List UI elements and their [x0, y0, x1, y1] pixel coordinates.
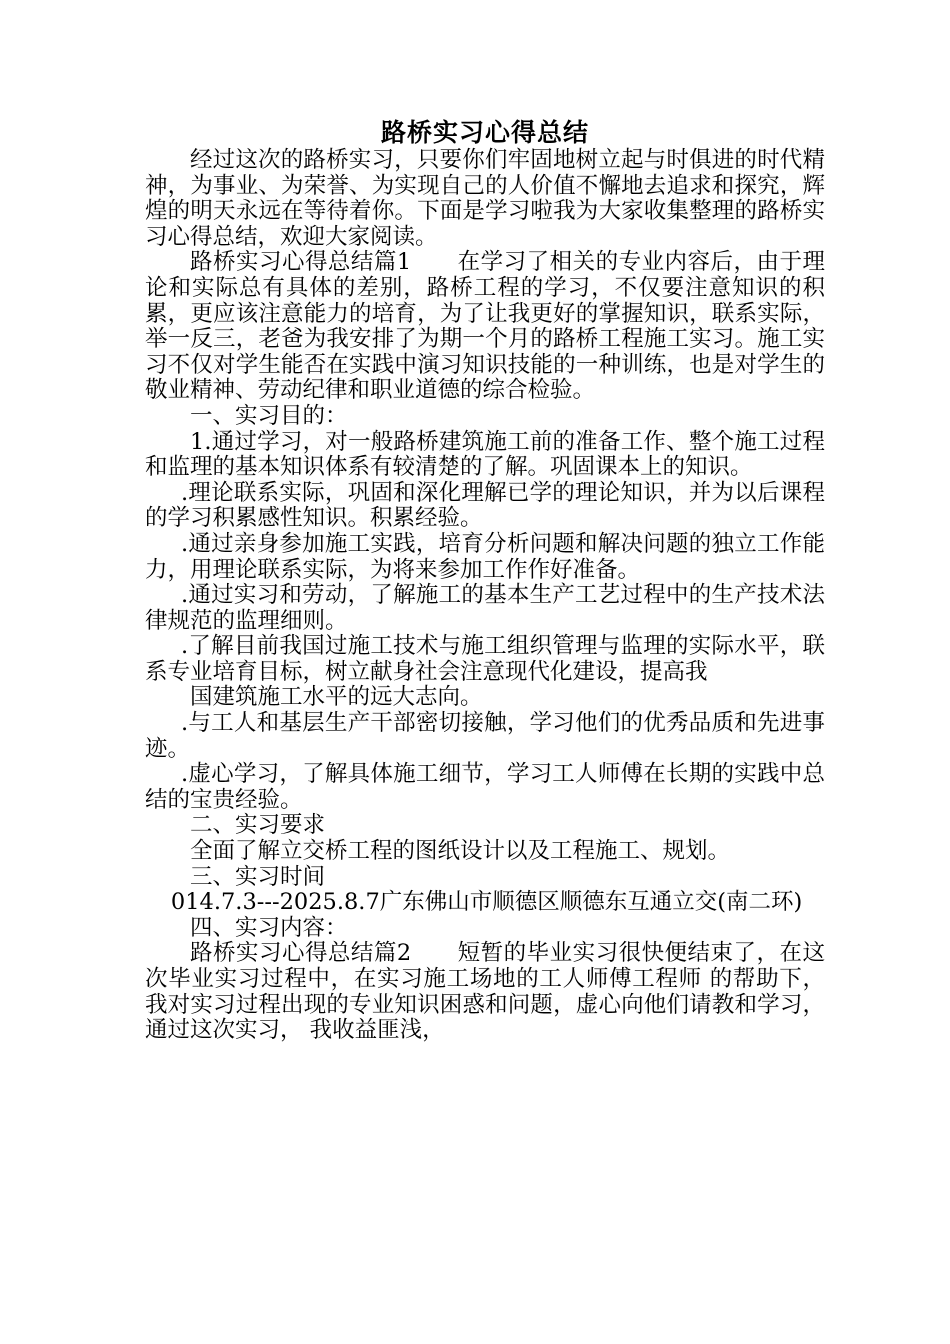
purpose-item-6: .与工人和基层生产干部密切接触，学习他们的优秀品质和先进事迹。	[145, 710, 825, 762]
time-text: 014.7.3---2025.8.7广东佛山市顺德区顺德东互通立交(南二环)	[170, 889, 803, 916]
article-2-paragraph: 路桥实习心得总结篇2 短暂的毕业实习很快便结束了，在这次毕业实习过程中，在实习施工场地的工人师傅工程师 的帮助下，我对实习过程出现的专业知识困惑和问题，虚心向他们请教和学习，通过这次实习， 我收益匪浅，	[145, 940, 825, 1044]
intro-paragraph: 经过这次的路桥实习，只要你们牢固地树立起与时俱进的时代精神，为事业、为荣誉、为实现自己的人价值不懈地去追求和探究，辉煌的明天永远在等待着你。下面是学习啦我为大家收集整理的路桥实习心得总结，欢迎大家阅读。	[145, 147, 825, 250]
document-title: 路桥实习心得总结	[380, 118, 589, 147]
purpose-item-4: .通过实习和劳动，了解施工的基本生产工艺过程中的生产技术法律规范的监理细则。	[145, 582, 825, 634]
document-body	[145, 118, 825, 1044]
section-heading-requirements: 二、实习要求	[190, 812, 326, 839]
purpose-item-1: 1.通过学习，对一般路桥建筑施工前的准备工作、整个施工过程和监理的基本知识体系有较清楚的了解。巩固课本上的知识。	[145, 428, 825, 481]
purpose-item-5-continued: 国建筑施工水平的远大志向。	[190, 684, 483, 711]
purpose-item-2: .理论联系实际，巩固和深化理解已学的理论知识，并为以后课程的学习积累感性知识。积累经验。	[145, 479, 825, 532]
purpose-item-7: .虚心学习，了解具体施工细节，学习工人师傅在长期的实践中总结的宝贵经验。	[145, 761, 825, 813]
purpose-item-5: .了解目前我国过施工技术与施工组织管理与监理的实际水平，联系专业培育目标，树立献身社会注意现代化建设，提高我	[145, 633, 825, 685]
requirements-text: 全面了解立交桥工程的图纸设计以及工程施工、规划。	[190, 838, 731, 865]
purpose-item-3: .通过亲身参加施工实践，培育分析问题和解决问题的独立工作能力，用理论联系实际，为将来参加工作作好准备。	[145, 530, 825, 583]
section-heading-purpose: 一、实习目的：	[190, 402, 348, 429]
article-1-paragraph: 路桥实习心得总结篇1 在学习了相关的专业内容后，由于理论和实际总有具体的差别，路桥工程的学习，不仅要注意知识的积累，更应该注意能力的培育，为了让我更好的掌握知识，联系实际，举一反三，老爸为我安排了为期一个月的路桥工程施工实习。施工实习不仅对学生能否在实践中演习知识技能的一种训练，也是对学生的敬业精神、劳动纪律和职业道德的综合检验。	[145, 249, 825, 404]
section-heading-time: 三、实习时间	[190, 863, 326, 890]
section-heading-content: 四、实习内容：	[190, 914, 348, 941]
